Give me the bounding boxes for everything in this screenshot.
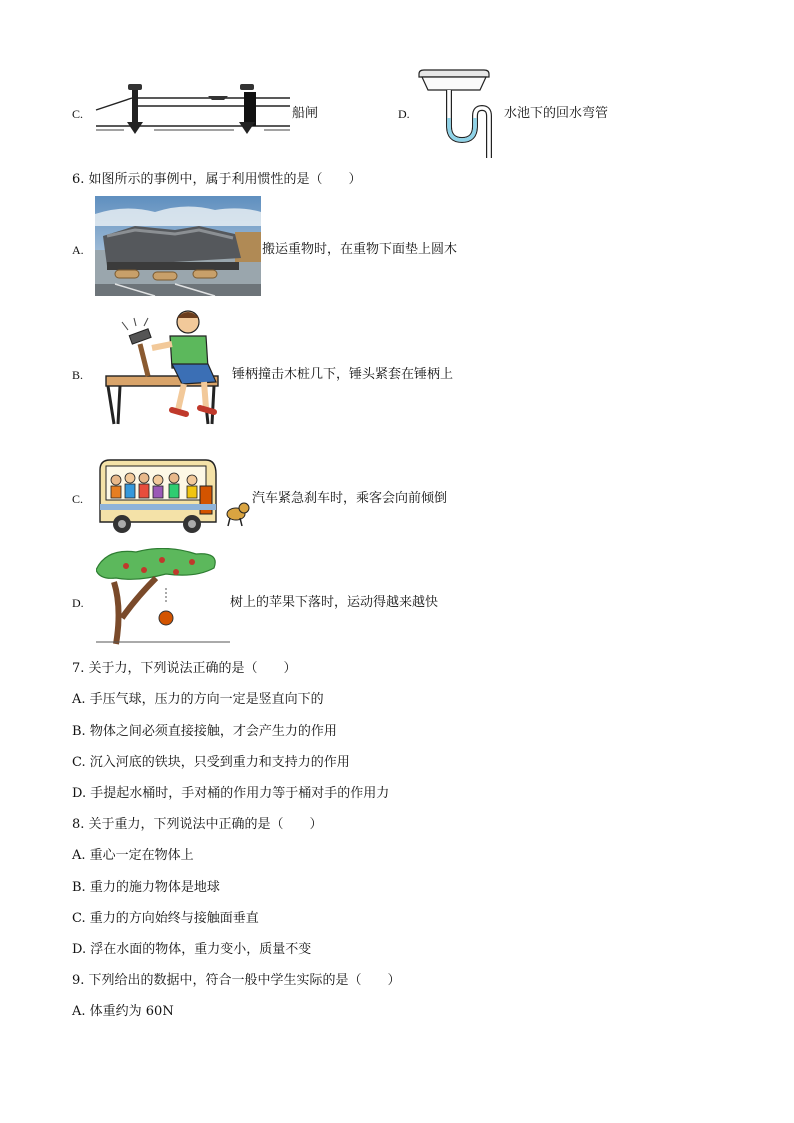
q7-stem: 7. 关于力，下列说法正确的是（ ） (72, 661, 297, 676)
q7-option-c: C. 沉入河底的铁块，只受到重力和支持力的作用 (72, 755, 350, 770)
q5-option-c-caption: 船闸 (292, 106, 319, 121)
q9-stem: 9. 下列给出的数据中，符合一般中学生实际的是（ ） (72, 973, 401, 988)
sink-trap-figure (416, 68, 506, 160)
q6-option-a-caption: 搬运重物时，在重物下面垫上圆木 (262, 242, 458, 257)
q6-option-c-caption: 汽车紧急刹车时，乘客会向前倾倒 (252, 491, 448, 506)
q6-option-a-label: A. (72, 243, 84, 257)
q6-option-b-caption: 锤柄撞击木桩几下，锤头紧套在锤柄上 (232, 367, 454, 382)
q5-option-d-label: D. (398, 107, 410, 121)
q6-option-d-caption: 树上的苹果下落时，运动得越来越快 (230, 595, 439, 610)
q7-option-a: A. 手压气球，压力的方向一定是竖直向下的 (72, 692, 324, 707)
apple-tree-illustration (96, 548, 230, 646)
q6-option-d-label: D. (72, 596, 84, 610)
q8-option-c: C. 重力的方向始终与接触面垂直 (72, 911, 259, 926)
q8-option-a: A. 重心一定在物体上 (72, 848, 194, 863)
q7-option-d: D. 手提起水桶时，手对桶的作用力等于桶对手的作用力 (72, 786, 390, 801)
q7-option-b: B. 物体之间必须直接接触，才会产生力的作用 (72, 724, 337, 739)
q9-option-a: A. 体重约为 60N (72, 1004, 174, 1019)
q6-stem: 6. 如图所示的事例中，属于利用惯性的是（ ） (72, 172, 362, 187)
bus-braking-illustration (96, 456, 252, 538)
q5-option-d-caption: 水池下的回水弯管 (504, 106, 609, 121)
q6-option-c-label: C. (72, 492, 84, 506)
heavy-load-on-logs-photo (95, 196, 261, 296)
ship-lock-figure (94, 78, 292, 142)
q6-option-b-label: B. (72, 368, 84, 382)
q8-stem: 8. 关于重力，下列说法中正确的是（ ） (72, 817, 323, 832)
q5-option-c-label: C. (72, 107, 84, 121)
hammer-man-illustration (100, 304, 228, 428)
q8-option-d: D. 浮在水面的物体，重力变小，质量不变 (72, 942, 312, 957)
q8-option-b: B. 重力的施力物体是地球 (72, 880, 220, 895)
